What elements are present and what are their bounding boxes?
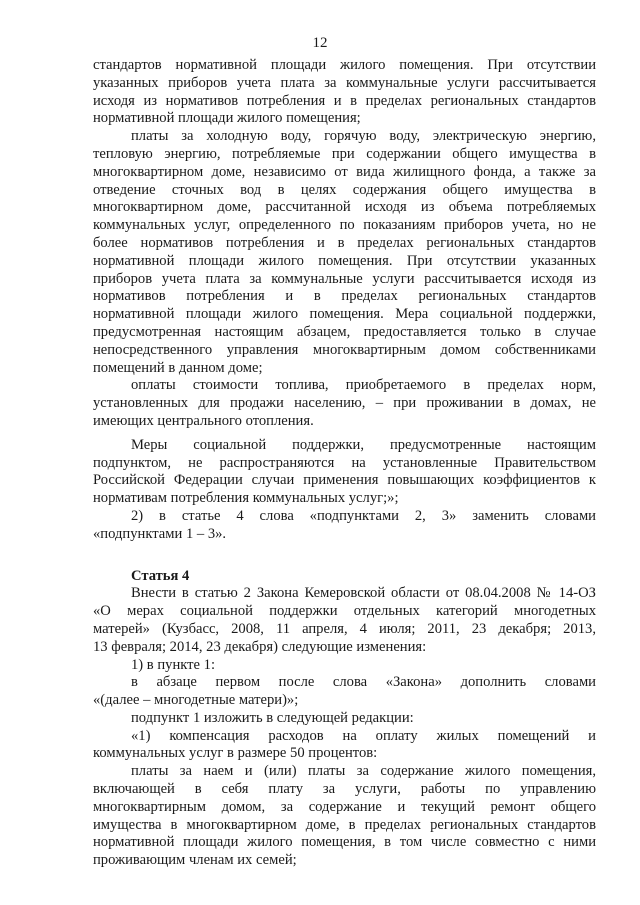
text-line: Внести в статью 2 Закона Кемеровской области от 08.04.2008 № 14-ОЗ bbox=[131, 585, 596, 602]
text-line: имеющих центрального отопления. bbox=[93, 412, 314, 429]
text-line: непосредственного управления многоквартирным домом собственниками bbox=[93, 341, 596, 358]
section-heading: Статья 4 bbox=[131, 567, 190, 584]
text-line: исходя из нормативов потребления и в пределах региональных стандартов bbox=[93, 92, 596, 109]
text-line: нормативной площади жилого помещения, в том числе совместно с ними bbox=[93, 834, 596, 851]
text-line: коммунальных услуг, определенного по показаниям приборов учета, но не bbox=[93, 217, 596, 234]
text-line: проживающим членам их семей; bbox=[93, 852, 297, 869]
text-line: более нормативов потребления и в пределах региональных стандартов bbox=[93, 234, 596, 251]
text-line: установленных для продажи населению, – при проживании в домах, не bbox=[93, 395, 596, 412]
text-line: 2) в статье 4 слова «подпунктами 2, 3» заменить словами bbox=[131, 507, 596, 524]
page-number: 12 bbox=[312, 35, 328, 51]
text-line: «(далее – многодетные матери)»; bbox=[93, 692, 299, 709]
text-line: 1) в пункте 1: bbox=[131, 656, 216, 673]
text-line: 13 февраля; 2014, 23 декабря) следующие изменения: bbox=[93, 638, 427, 655]
text-line: предусмотренная настоящим абзацем, предоставляется только в случае bbox=[93, 323, 596, 340]
text-line: нормативной площади жилого помещения. При отсутствии указанных bbox=[93, 252, 596, 269]
text-line: коммунальных услуг в размере 50 процентов: bbox=[93, 745, 378, 762]
text-line: матерей» (Кузбасс, 2008, 11 апреля, 4 июля; 2011, 23 декабря; 2013, bbox=[93, 620, 596, 637]
text-line: платы за наем и (или) платы за содержание жилого помещения, bbox=[131, 763, 596, 780]
text-line: включающей в себя плату за услуги, работы по управлению bbox=[93, 781, 596, 798]
text-line: Российской Федерации случаи применения повышающих коэффициентов к bbox=[93, 472, 596, 489]
text-line: стандартов нормативной площади жилого помещения. При отсутствии bbox=[93, 57, 596, 73]
document-body bbox=[93, 57, 596, 870]
text-line: многоквартирным домом, за содержание и текущий ремонт общего bbox=[93, 798, 596, 815]
text-line: Меры социальной поддержки, предусмотренные настоящим bbox=[131, 436, 596, 453]
text-line: приборов учета плата за коммунальные услуги рассчитывается исходя из bbox=[93, 270, 596, 287]
text-line: имущества в многоквартирном доме, в пределах региональных стандартов bbox=[93, 816, 596, 833]
text-line: тепловую энергию, потребляемые при содержании общего имущества в bbox=[93, 145, 596, 162]
text-line: «1) компенсация расходов на оплату жилых помещений и bbox=[131, 727, 596, 744]
text-line: подпунктом, не распространяются на установленные Правительством bbox=[93, 454, 596, 471]
text-line: многоквартирном доме, независимо от вида жилищного фонда, а также за bbox=[93, 163, 596, 180]
paragraph-gap bbox=[93, 544, 596, 562]
text-line: помещений в данном доме; bbox=[93, 359, 263, 376]
text-line: нормативной площади жилого помещения. Мера социальной поддержки, bbox=[93, 306, 596, 323]
text-line: нормативов потребления и в пределах региональных стандартов bbox=[93, 288, 596, 305]
text-line: нормативам потребления коммунальных услуг;»; bbox=[93, 490, 399, 507]
text-line: указанных приборов учета плата за коммунальные услуги рассчитывается bbox=[93, 74, 596, 91]
text-line: «подпунктами 1 – 3». bbox=[93, 525, 227, 542]
text-line: нормативной площади жилого помещения; bbox=[93, 110, 361, 127]
text-line: оплаты стоимости топлива, приобретаемого в пределах норм, bbox=[131, 377, 596, 394]
text-line: «О мерах социальной поддержки отдельных категорий многодетных bbox=[93, 603, 596, 620]
text-line: многоквартирном доме, рассчитанной исходя из объема потребляемых bbox=[93, 199, 596, 216]
text-line: отведение сточных вод в целях содержания общего имущества в bbox=[93, 181, 596, 198]
text-line: в абзаце первом после слова «Закона» дополнить словами bbox=[131, 674, 596, 691]
text-line: платы за холодную воду, горячую воду, электрическую энергию, bbox=[131, 128, 596, 145]
text-line: подпункт 1 изложить в следующей редакции: bbox=[131, 709, 414, 726]
